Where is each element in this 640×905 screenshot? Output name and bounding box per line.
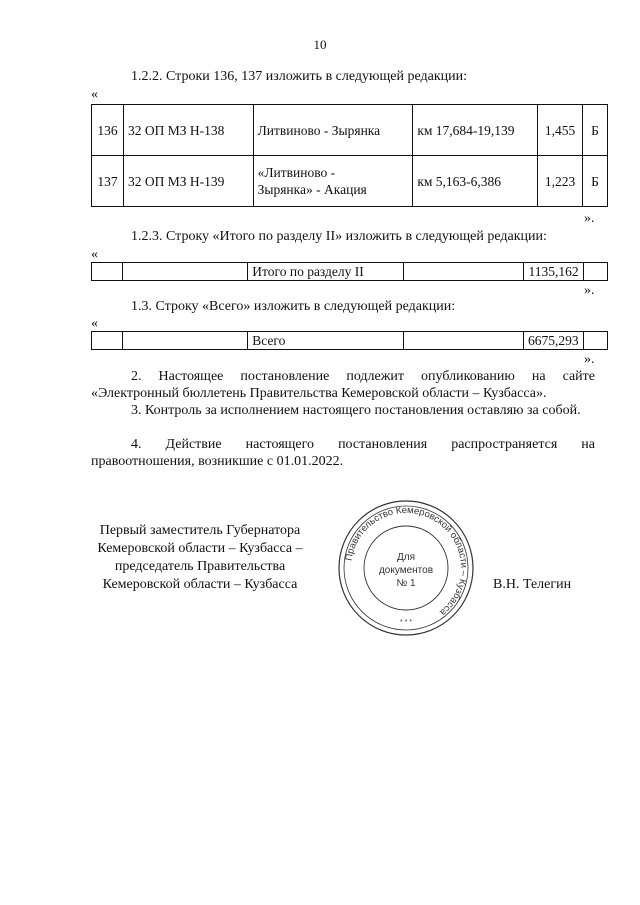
table-row [92, 263, 608, 281]
table-row [92, 332, 608, 350]
stamp-star-decoration: * * * [399, 619, 413, 626]
section-123-close-quote: ». [584, 283, 595, 298]
paragraph-4: 4. Действие настоящего постановления распространяется на правоотношения, возникшие с 01.01.2022. [91, 437, 595, 469]
section-123-heading: 1.2.3. Строку «Итого по разделу II» изложить в следующей редакции: [131, 229, 547, 244]
empty-cell [92, 263, 123, 281]
section-13-close-quote: ». [584, 352, 595, 367]
paragraph-2: 2. Настоящее постановление подлежит опубликованию на сайте «Электронный бюллетень Правительства Кемеровской области – Кузбасса». [91, 369, 595, 401]
km-range: км 17,684-19,139 [413, 105, 538, 156]
stamp-center-line-3: № 1 [396, 578, 416, 589]
signatory-title-line-4: Кемеровской области – Кузбасса [102, 577, 298, 592]
paragraph-3: 3. Контроль за исполнением настоящего постановления оставляю за собой. [131, 403, 581, 418]
signatory-title-line-2: Кемеровской области – Кузбасса – [97, 541, 303, 556]
road-name [253, 156, 413, 207]
stamp-center-line-2: документов [378, 565, 434, 576]
road-name-line-2: Зырянка» - Акация [257, 182, 367, 197]
total-label: Всего [248, 332, 403, 350]
section-13-heading: 1.3. Строку «Всего» изложить в следующей редакции: [131, 299, 456, 314]
road-code: 32 ОП МЗ Н-138 [123, 105, 253, 156]
road-category: Б [582, 105, 607, 156]
signatory-name: В.Н. Телегин [493, 577, 572, 592]
road-code: 32 ОП МЗ Н-139 [123, 156, 253, 207]
empty-cell [583, 263, 607, 281]
row-number: 136 [92, 105, 124, 156]
empty-cell [123, 332, 248, 350]
section-122-close-quote: ». [584, 211, 595, 226]
signatory-title-line-3: председатель Правительства [114, 559, 286, 574]
section-122-heading: 1.2.2. Строки 136, 137 изложить в следующей редакции: [131, 69, 468, 84]
total-value: 6675,293 [523, 332, 583, 350]
section-13-open-quote: « [91, 316, 98, 331]
section-122-open-quote: « [91, 87, 98, 102]
road-length: 1,223 [538, 156, 583, 207]
road-length: 1,455 [538, 105, 583, 156]
empty-cell [403, 332, 523, 350]
subtotal-table [91, 262, 608, 281]
table-row [92, 156, 608, 207]
road-category: Б [582, 156, 607, 207]
subtotal-value: 1135,162 [524, 263, 583, 281]
page-number: 10 [313, 37, 327, 52]
empty-cell [404, 263, 524, 281]
official-stamp [336, 498, 476, 638]
table-row [92, 105, 608, 156]
subtotal-label: Итого по разделу II [248, 263, 404, 281]
km-range: км 5,163-6,386 [413, 156, 538, 207]
signatory-title-line-1: Первый заместитель Губернатора [99, 523, 301, 538]
empty-cell [92, 332, 123, 350]
empty-cell [123, 263, 248, 281]
total-table [91, 331, 608, 350]
road-name: Литвиново - Зырянка [253, 105, 413, 156]
signatory-title [88, 522, 312, 594]
section-123-open-quote: « [91, 247, 98, 262]
stamp-center-line-1: Для [396, 552, 416, 563]
stamp-ring-text: Правительство Кемеровской области – Кузбасса [343, 504, 470, 618]
road-name-line-1: «Литвиново - [257, 165, 336, 180]
rows-136-137-table [91, 104, 608, 207]
empty-cell [583, 332, 607, 350]
row-number: 137 [92, 156, 124, 207]
